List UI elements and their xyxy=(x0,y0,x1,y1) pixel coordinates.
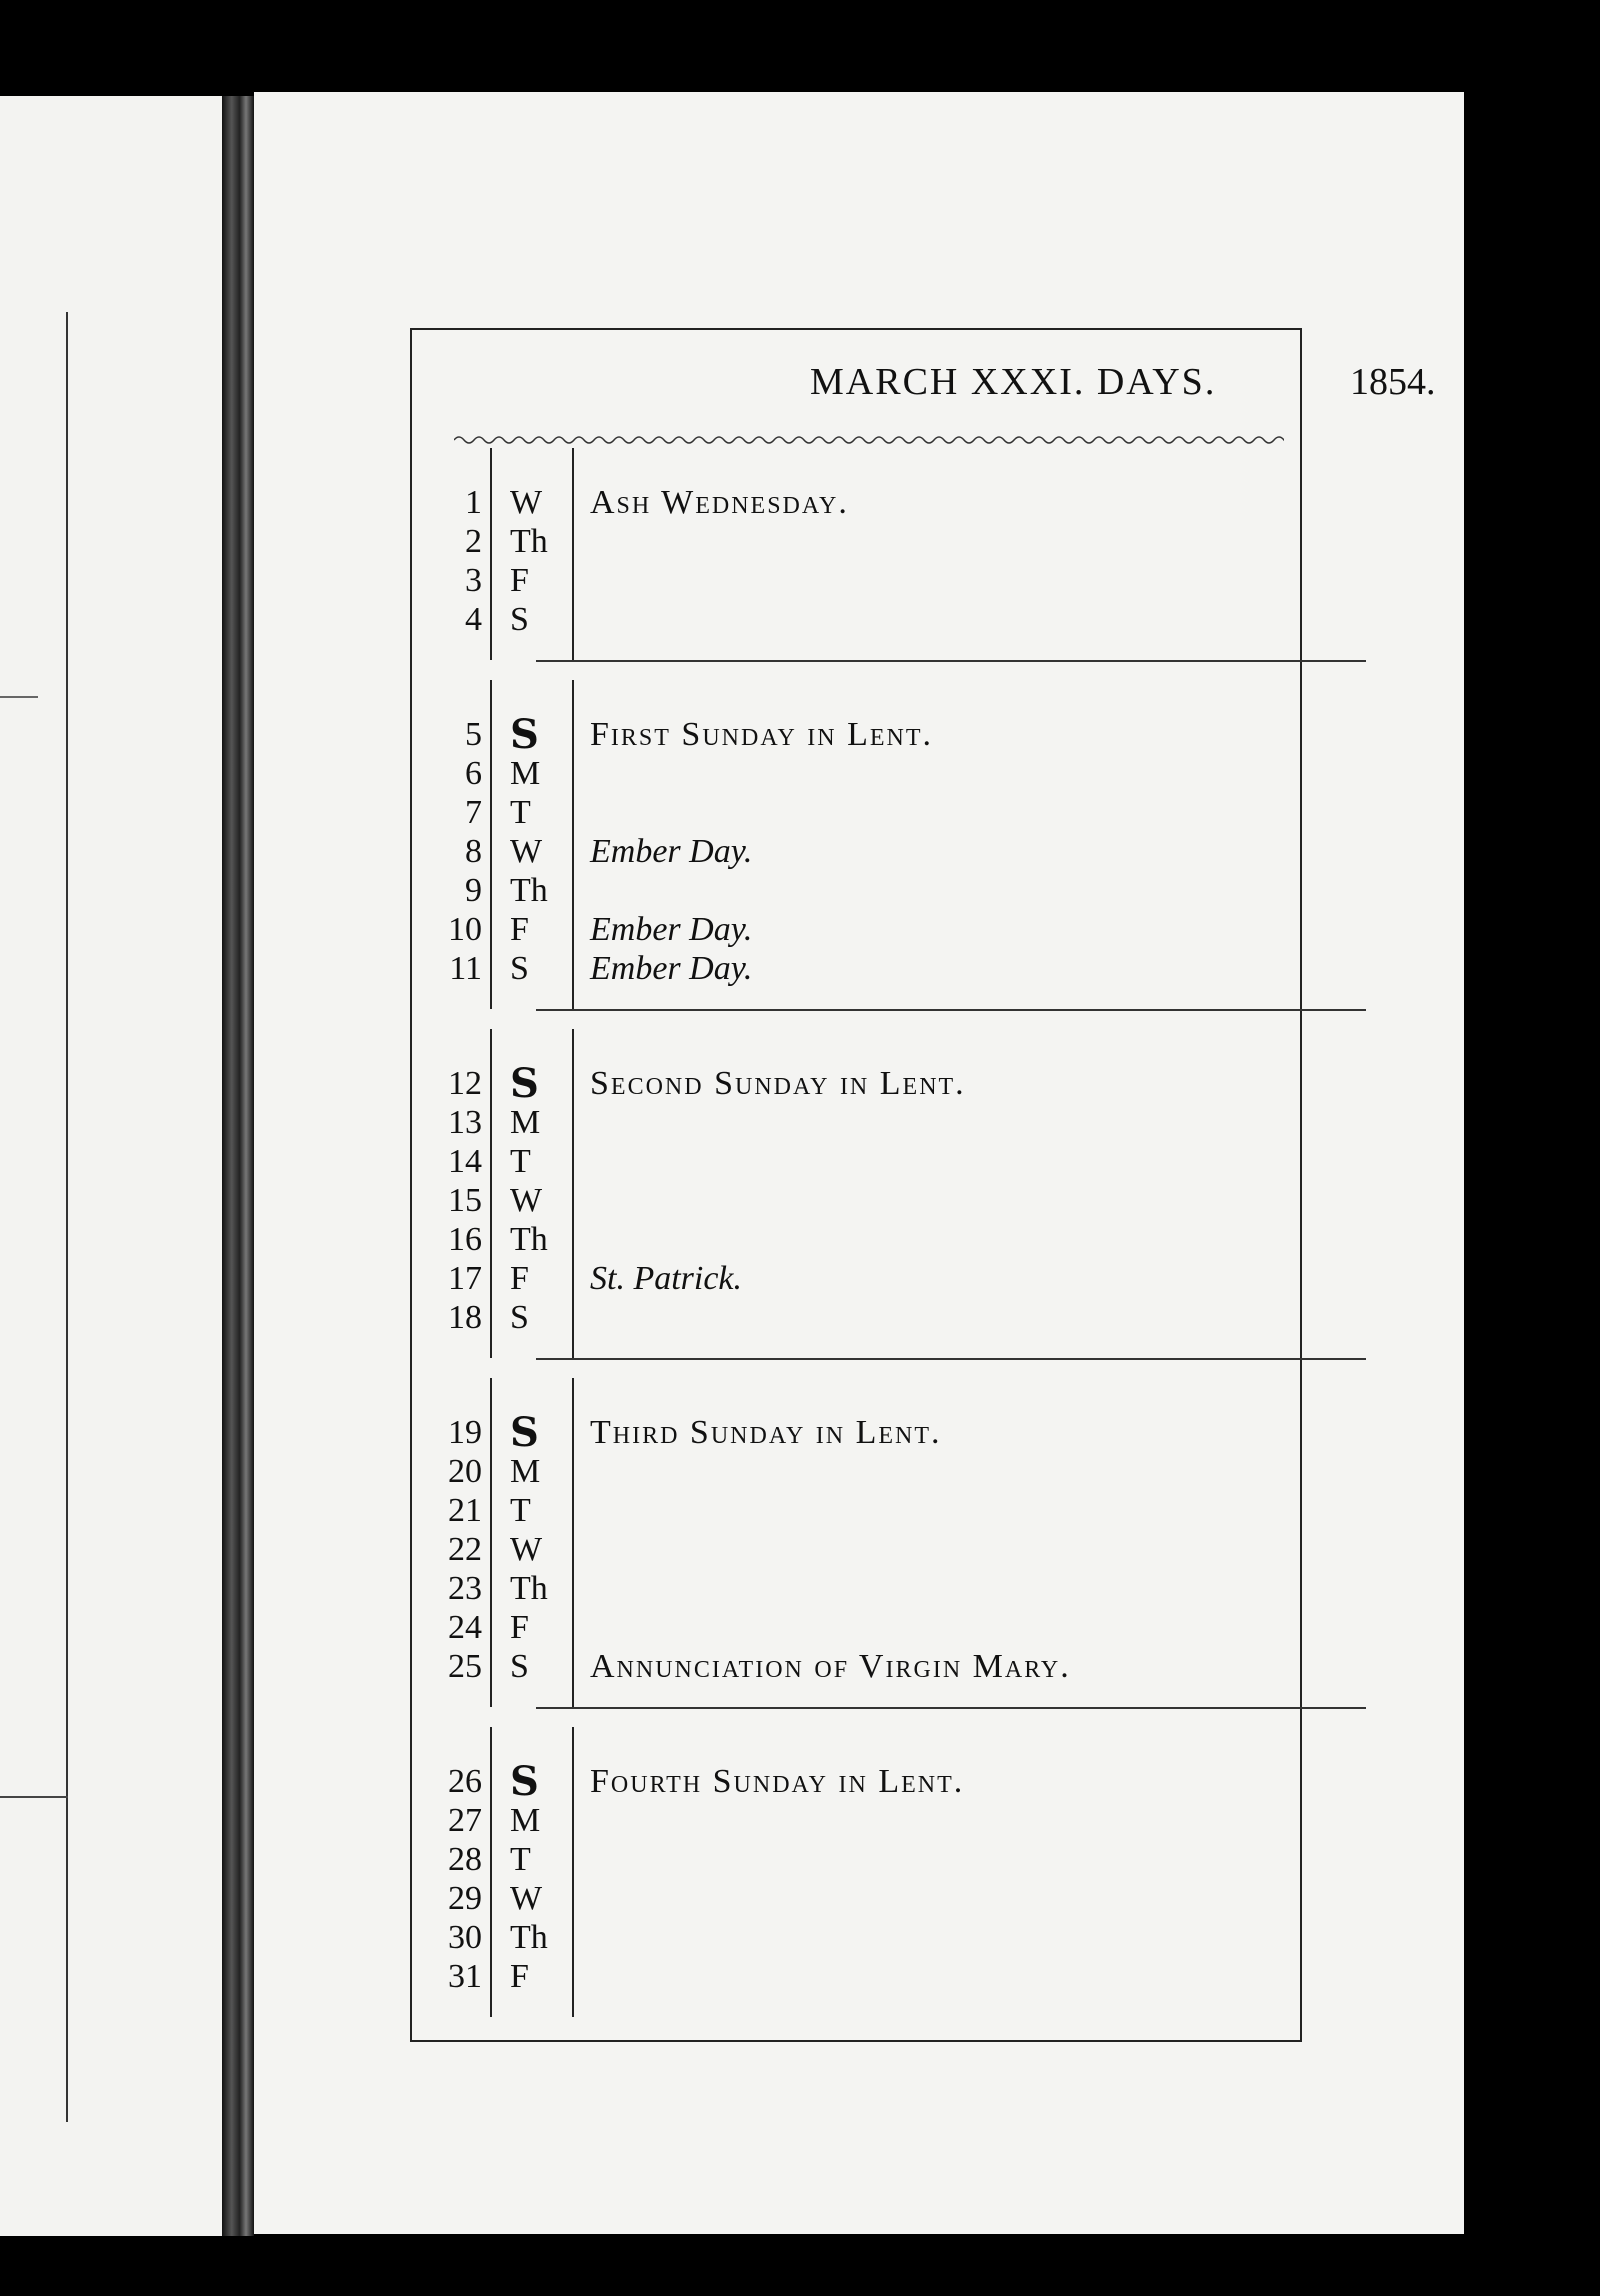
day-row xyxy=(410,1919,1290,1957)
day-row xyxy=(410,1758,1290,1805)
weekday-letter: F xyxy=(510,1609,529,1646)
sunday-letter: S xyxy=(510,711,539,758)
day-number: 27 xyxy=(448,1802,482,1839)
sunday-letter: S xyxy=(510,1409,539,1456)
column-rule xyxy=(490,1029,492,1358)
day-row xyxy=(410,872,1290,910)
day-row xyxy=(410,1609,1290,1647)
weekday-letter: Th xyxy=(510,1919,548,1956)
week-separator xyxy=(536,1707,1366,1709)
sunday-letter: S xyxy=(510,1060,539,1107)
day-number: 16 xyxy=(448,1221,482,1258)
week-separator xyxy=(536,1009,1366,1011)
day-row xyxy=(410,1104,1290,1142)
day-number: 2 xyxy=(465,523,482,560)
day-number: 22 xyxy=(448,1531,482,1568)
day-number: 9 xyxy=(465,872,482,909)
day-row xyxy=(410,911,1290,949)
column-rule xyxy=(490,1378,492,1707)
day-number: 18 xyxy=(448,1299,482,1336)
event-label: Annunciation of Virgin Mary. xyxy=(590,1648,1071,1685)
day-row xyxy=(410,1409,1290,1456)
day-number: 20 xyxy=(448,1453,482,1490)
day-row xyxy=(410,1182,1290,1220)
day-row xyxy=(410,1492,1290,1530)
day-number: 7 xyxy=(465,794,482,831)
weekday-letter: M xyxy=(510,1104,541,1141)
day-number: 13 xyxy=(448,1104,482,1141)
day-row xyxy=(410,1880,1290,1918)
day-row xyxy=(410,1570,1290,1608)
event-label: Second Sunday in Lent. xyxy=(590,1065,966,1102)
day-row xyxy=(410,601,1290,639)
column-rule xyxy=(490,680,492,1009)
day-row xyxy=(410,523,1290,561)
column-rule xyxy=(572,680,574,1009)
column-rule xyxy=(572,1727,574,2017)
day-row xyxy=(410,833,1290,871)
weekday-letter: T xyxy=(510,1492,531,1529)
day-row xyxy=(410,1841,1290,1879)
day-row xyxy=(410,1299,1290,1337)
day-number: 8 xyxy=(465,833,482,870)
column-rule xyxy=(572,1378,574,1707)
day-number: 28 xyxy=(448,1841,482,1878)
weekday-letter: Th xyxy=(510,1221,548,1258)
day-number: 15 xyxy=(448,1182,482,1219)
day-row xyxy=(410,1221,1290,1259)
left-page xyxy=(0,96,240,2236)
week-separator xyxy=(536,660,1366,662)
week-separator xyxy=(536,1358,1366,1360)
calendar-page xyxy=(254,92,1464,2234)
day-number: 10 xyxy=(448,911,482,948)
book-spine xyxy=(222,96,254,2236)
left-page-mark xyxy=(0,1796,68,1798)
day-row xyxy=(410,1060,1290,1107)
day-row xyxy=(410,794,1290,832)
day-row xyxy=(410,562,1290,600)
day-row xyxy=(410,711,1290,758)
day-row xyxy=(410,950,1290,988)
day-number: 30 xyxy=(448,1919,482,1956)
day-number: 21 xyxy=(448,1492,482,1529)
weekday-letter: F xyxy=(510,1958,529,1995)
day-number: 26 xyxy=(448,1763,482,1800)
weekday-letter: W xyxy=(510,1880,543,1917)
left-page-rule xyxy=(66,312,68,2122)
day-number: 17 xyxy=(448,1260,482,1297)
weekday-letter: W xyxy=(510,1182,543,1219)
weekday-letter: S xyxy=(510,1299,529,1336)
day-number: 4 xyxy=(465,601,482,638)
month-title: MARCH XXXI. DAYS. xyxy=(810,361,1217,403)
day-number: 12 xyxy=(448,1065,482,1102)
day-number: 29 xyxy=(448,1880,482,1917)
day-number: 5 xyxy=(465,716,482,753)
day-row xyxy=(410,1143,1290,1181)
day-number: 11 xyxy=(449,950,482,987)
day-number: 6 xyxy=(465,755,482,792)
wavy-rule xyxy=(454,434,1284,446)
calendar-header xyxy=(410,360,1436,410)
day-number: 1 xyxy=(465,484,482,521)
event-label: Third Sunday in Lent. xyxy=(590,1414,942,1451)
day-row xyxy=(410,1802,1290,1840)
weekday-letter: F xyxy=(510,1260,529,1297)
day-row xyxy=(410,1648,1290,1686)
weekday-letter: S xyxy=(510,950,529,987)
weekday-letter: W xyxy=(510,484,543,521)
event-label: First Sunday in Lent. xyxy=(590,716,934,753)
day-number: 24 xyxy=(448,1609,482,1646)
event-label: Ember Day. xyxy=(590,950,753,987)
left-page-mark xyxy=(0,696,38,698)
weekday-letter: M xyxy=(510,755,541,792)
weekday-letter: Th xyxy=(510,872,548,909)
year-label: 1854. xyxy=(1350,361,1436,403)
day-number: 3 xyxy=(465,562,482,599)
weekday-letter: Th xyxy=(510,1570,548,1607)
weekday-letter: F xyxy=(510,911,529,948)
column-rule xyxy=(490,1727,492,2017)
sunday-letter: S xyxy=(510,1758,539,1805)
weekday-letter: Th xyxy=(510,523,548,560)
day-row xyxy=(410,1260,1290,1298)
day-number: 31 xyxy=(448,1958,482,1995)
event-label: Fourth Sunday in Lent. xyxy=(590,1763,965,1800)
day-number: 25 xyxy=(448,1648,482,1685)
weekday-letter: T xyxy=(510,1143,531,1180)
column-rule xyxy=(572,1029,574,1358)
day-row xyxy=(410,484,1290,522)
day-number: 19 xyxy=(448,1414,482,1451)
weekday-letter: S xyxy=(510,601,529,638)
weekday-letter: F xyxy=(510,562,529,599)
weekday-letter: M xyxy=(510,1802,541,1839)
weekday-letter: W xyxy=(510,1531,543,1568)
column-rule xyxy=(572,448,574,660)
day-row xyxy=(410,1453,1290,1491)
event-label: Ember Day. xyxy=(590,833,753,870)
weekday-letter: S xyxy=(510,1648,529,1685)
column-rule xyxy=(490,448,492,660)
weekday-letter: T xyxy=(510,1841,531,1878)
day-row xyxy=(410,1958,1290,1996)
day-number: 23 xyxy=(448,1570,482,1607)
day-row xyxy=(410,1531,1290,1569)
day-row xyxy=(410,755,1290,793)
weekday-letter: M xyxy=(510,1453,541,1490)
weekday-letter: T xyxy=(510,794,531,831)
day-number: 14 xyxy=(448,1143,482,1180)
weekday-letter: W xyxy=(510,833,543,870)
event-label: Ember Day. xyxy=(590,911,753,948)
event-label: St. Patrick. xyxy=(590,1260,743,1297)
event-label: Ash Wednesday. xyxy=(590,484,849,521)
